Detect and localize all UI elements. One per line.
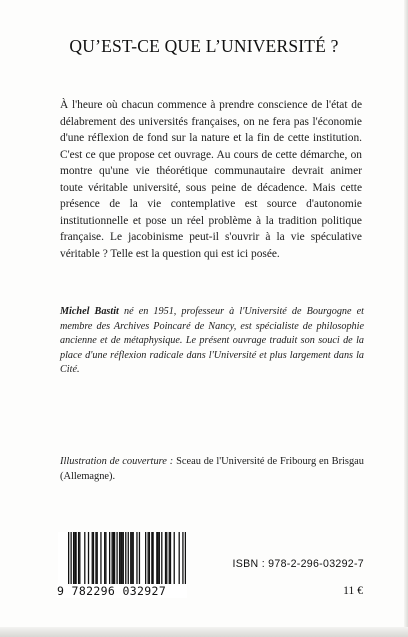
- barcode-bar: [73, 532, 74, 584]
- barcode-bar: [131, 532, 132, 584]
- book-summary: À l'heure où chacun commence à prendre conscience de l'état de délabrement des universités françaises, on ne fera pas l'économie d'une réflexion de fond sur la nature et la fin de cette institution. C'est ce que propose cet ouvrage. Au cours de cette démarche, on montre qu'une vie théorétique communautaire devrait animer toute véritable université, sous peine de décadence. Mais cette présence de la vie contemplative est source d'autonomie institutionnelle et pose un réel problème à la tradition politique française. Le jacobinisme peut-il s'ouvrir à la vie spéculative véritable ? Telle est la question qui est ici posée.: [60, 99, 362, 260]
- price: 11 €: [343, 584, 363, 597]
- barcode-bar: [84, 532, 85, 584]
- barcode-bar: [174, 532, 175, 584]
- barcode-bar: [159, 532, 160, 584]
- author-name: Michel Bastit: [60, 306, 119, 317]
- barcode-bar: [166, 532, 167, 584]
- illustration-text: Sceau de l'Université de Fribourg en Brisgau (Allemagne).: [60, 456, 364, 482]
- barcode-bar: [111, 532, 112, 584]
- barcode-bar: [92, 532, 93, 584]
- barcode-bar: [170, 532, 171, 584]
- barcode-bar: [104, 532, 105, 584]
- barcode-bar: [161, 532, 162, 584]
- cover-illustration-credit: [60, 455, 364, 485]
- barcode-bar: [74, 532, 75, 584]
- barcode-bar: [79, 532, 80, 584]
- illustration-label: Illustration de couverture :: [60, 456, 174, 467]
- page-edge-shadow-right: [404, 0, 408, 637]
- author-bio: [60, 305, 364, 378]
- barcode-bar: [114, 532, 115, 584]
- barcode-bar: [105, 532, 106, 584]
- barcode-bar: [123, 532, 124, 584]
- barcode-bar: [75, 532, 76, 584]
- page-edge-shadow-bottom: [0, 627, 408, 637]
- barcode-bar: [95, 532, 96, 584]
- book-title: QU’EST-CE QUE L’UNIVERSITÉ ?: [69, 36, 339, 56]
- barcode-bar: [88, 532, 89, 584]
- barcode-bar: [113, 532, 114, 584]
- barcode-bar: [100, 532, 101, 584]
- barcode-bar: [93, 532, 94, 584]
- barcode-bar: [97, 532, 98, 584]
- barcode-bar: [120, 532, 121, 584]
- barcode-bar: [116, 532, 117, 584]
- barcode-bar: [109, 532, 110, 584]
- isbn: ISBN : 978-2-296-03292-7: [232, 558, 364, 570]
- barcode-digits: 9 782296 032927: [57, 584, 187, 598]
- barcode-bar: [169, 532, 170, 584]
- barcode-bar: [133, 532, 134, 584]
- barcode-bar: [139, 532, 140, 584]
- author-bio-text: né en 1951, professeur à l'Université de Bourgogne et membre des Archives Poincaré de Nancy, est spécialiste de philosophie ancienne et de métaphysique. Le présent ouvrage traduit son souci de la place d'une réflexion radicale dans l'Université et plus largement dans la Cité.: [60, 306, 364, 376]
- barcode-bar: [78, 532, 79, 584]
- barcode-bar: [151, 532, 152, 584]
- barcode-bar: [149, 532, 150, 584]
- barcode-bar: [165, 532, 166, 584]
- barcode-bar: [121, 532, 122, 584]
- barcode-bar: [130, 532, 131, 584]
- barcode-bar: [147, 532, 148, 584]
- barcode-bar: [119, 532, 120, 584]
- barcode-bar: [179, 532, 180, 584]
- barcode-bar: [136, 532, 137, 584]
- barcode-bar: [145, 532, 146, 584]
- barcode-bar: [157, 532, 158, 584]
- barcode-bar: [156, 532, 157, 584]
- barcode-bar: [152, 532, 153, 584]
